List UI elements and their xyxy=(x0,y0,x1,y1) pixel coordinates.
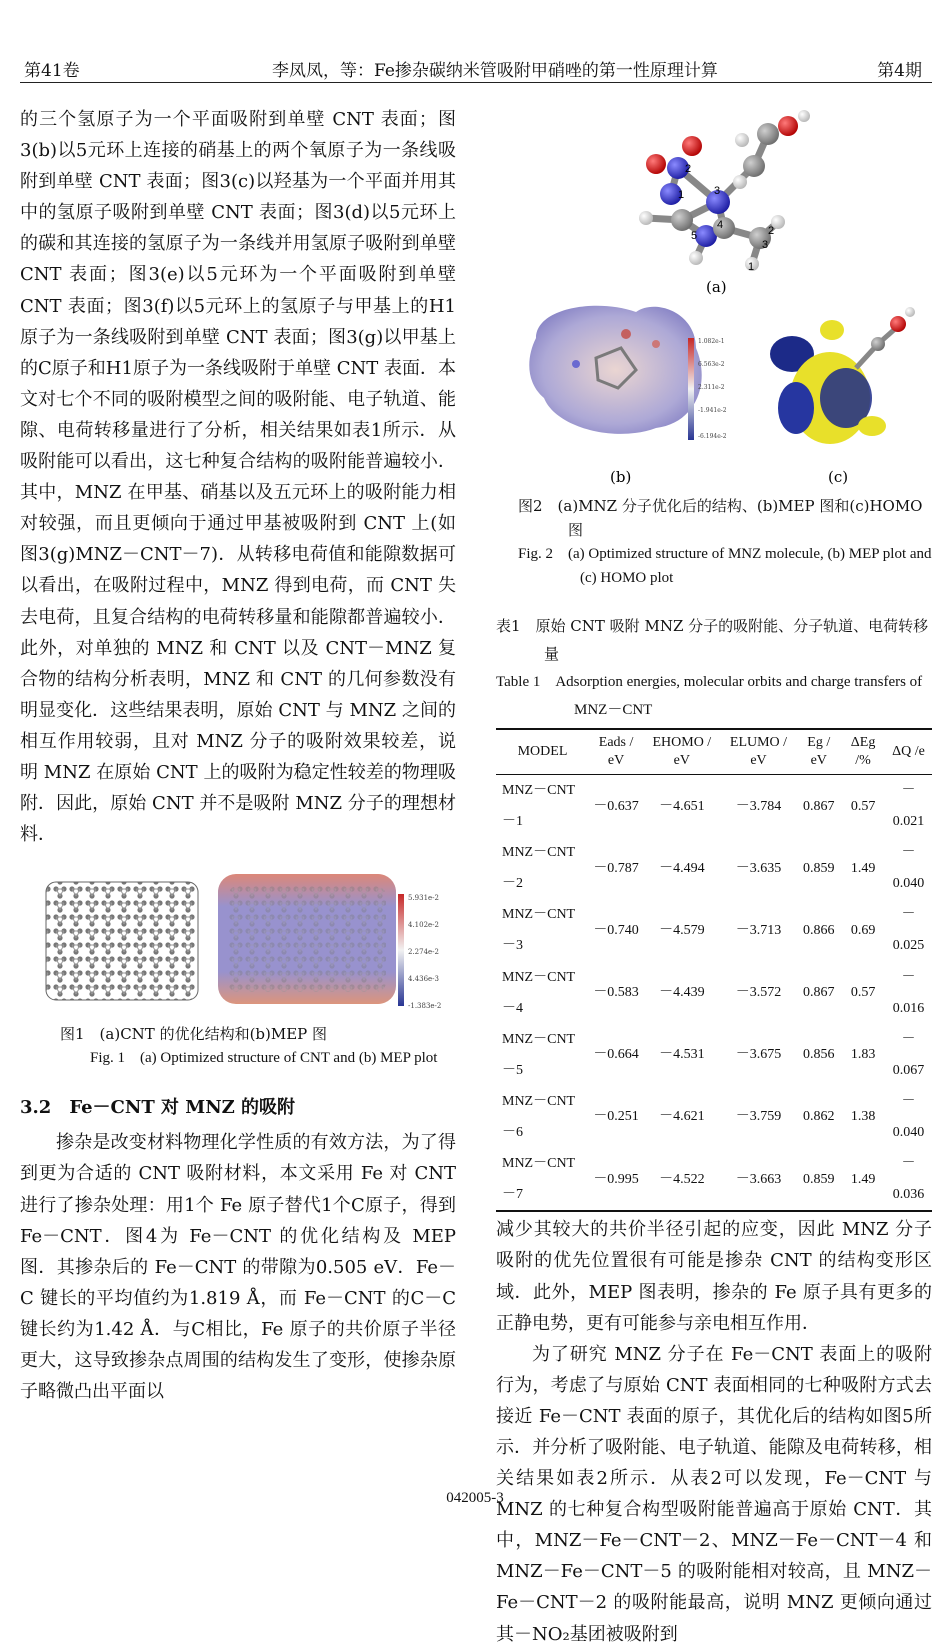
table-row xyxy=(496,837,932,899)
table-cell: 0.57 xyxy=(850,985,876,1001)
table-header-cell: MODEL xyxy=(517,744,568,759)
table-row xyxy=(496,962,932,1024)
atom-label: 3 xyxy=(762,239,769,251)
legend-tick: -1.941e-2 xyxy=(698,407,727,414)
table-1-caption-zh: 表1 原始 CNT 吸附 MNZ 分子的吸附能、分子轨道、电荷转移量 xyxy=(496,617,929,663)
mep-legend-bar xyxy=(398,894,404,1006)
right-column xyxy=(496,98,932,1650)
table-cell: 0.867 xyxy=(802,985,835,1001)
legend-tick: 1.082e-1 xyxy=(698,338,725,345)
table-cell: MNZ－CNT－4 xyxy=(502,969,576,1016)
table-cell: 0.866 xyxy=(802,922,835,938)
table-cell: MNZ－CNT－7 xyxy=(502,1156,576,1203)
figure-1-graphics xyxy=(20,872,456,1012)
table-cell: －0.021 xyxy=(892,783,925,830)
table-cell: －0.067 xyxy=(892,1031,925,1078)
table-cell: 1.38 xyxy=(850,1109,876,1125)
table-row xyxy=(496,775,932,838)
atom-label: 2 xyxy=(768,225,775,237)
table-cell: －3.784 xyxy=(735,798,782,814)
table-cell: 0.867 xyxy=(802,798,835,814)
table-cell: 0.862 xyxy=(802,1109,835,1125)
volume-label: 第41卷 xyxy=(24,61,80,81)
atom-label: 3 xyxy=(714,185,721,197)
table-cell: －0.040 xyxy=(892,1093,925,1141)
table-cell: －0.637 xyxy=(593,798,639,814)
cnt-structure xyxy=(46,882,198,1000)
legend-tick: 5.931e-2 xyxy=(408,894,440,903)
table-cell: 0.856 xyxy=(802,1047,835,1063)
table-cell: －3.713 xyxy=(735,922,782,938)
figure-2-graphics xyxy=(496,98,932,488)
table-header-cell: ELUMO / eV xyxy=(729,735,788,768)
table-cell: －0.740 xyxy=(593,922,639,938)
running-title: 李凤凤，等：Fe掺杂碳纳米管吸附甲硝唑的第一性原理计算 xyxy=(272,61,718,81)
figure-1-caption-zh: 图1 (a)CNT 的优化结构和(b)MEP 图 xyxy=(60,1025,328,1044)
legend-tick: 6.563e-2 xyxy=(698,361,725,368)
table-row xyxy=(496,1024,932,1086)
table-cell: MNZ－CNT－3 xyxy=(502,907,576,954)
table-cell: MNZ－CNT－1 xyxy=(502,783,576,830)
panel-label-c: (c) xyxy=(828,468,849,486)
table-cell: －4.579 xyxy=(659,922,705,938)
atom-label: 2 xyxy=(685,163,692,175)
table-cell: 0.859 xyxy=(802,1171,835,1187)
table-cell: －4.522 xyxy=(659,1171,705,1187)
table-header-cell: Eg / eV xyxy=(807,735,831,768)
table-cell: －4.621 xyxy=(659,1109,705,1125)
table-cell: －4.494 xyxy=(659,860,705,876)
table-cell: 0.859 xyxy=(802,860,835,876)
body-paragraph-4: 为了研究 MNZ 分子在 Fe－CNT 表面上的吸附行为，考虑了与原始 CNT 表面相同的七种吸附方式去接近 Fe－CNT 表面的原子，其优化后的结构如图5所示．并分析了吸附能、电子轨道、能隙及电荷转移，相关结果如表2所示．从表2可以发现，Fe－CNT 与 MNZ 的七种复合构型吸附能普遍高于原始 CNT．其中，MNZ－Fe－CNT－2、MNZ－Fe－CNT－4 和 MNZ－Fe－CNT－5 的吸附能相对较高，且 MNZ－Fe－CNT－2 的吸附能最高，说明 MNZ 更倾向通过其－NO₂基团被吸附到 xyxy=(496,1343,932,1645)
table-cell: 1.49 xyxy=(850,1171,876,1187)
table-cell: －3.759 xyxy=(735,1109,782,1125)
body-paragraph-1: 的三个氢原子为一个平面吸附到单壁 CNT 表面；图3(b)以5元环上连接的硝基上的两个氧原子为一条线吸附到单壁 CNT 表面；图3(c)以羟基为一个平面并用其中的氢原子吸附到单壁 CNT 表面；图3(d)以5元环上的碳和其连接的氢原子为一条线并用氢原子吸附到单壁 CNT 表面；图3(e)以5元环为一个平面吸附到单壁 CNT 表面；图3(f)以5元环上的氢原子与甲基上的H1原子为一条线吸附到单壁 CNT 表面；图3(g)以甲基上的C原子和H1原子为一条线吸附于单壁 CNT 表面．本文对七个不同的吸附模型之间的吸附能、电子轨道、能隙、电荷转移量进行了分析，相关结果如表1所示．从吸附能可以看出，这七种复合结构的吸附能普遍较小．其中，MNZ 在甲基、硝基以及五元环上的吸附能力相对较强，而且更倾向于通过甲基被吸附到 CNT 上(如图3(g)MNZ－CNT－7)．从转移电荷值和能隙数据可以看出，在吸附过程中，MNZ 得到电荷，而 CNT 失去电荷，且复合结构的电荷转移量和能隙都普遍较小．此外，对单独的 MNZ 和 CNT 以及 CNT－MNZ 复合物的结构分析表明，MNZ 和 CNT 的几何参数没有明显变化．这些结果表明，原始 CNT 与 MNZ 之间的相互作用较弱，且对 MNZ 分子的吸附效果较差，说明 MNZ 在原始 CNT 上的吸附为稳定性较差的物理吸附．因此，原始 CNT 并不是吸附 MNZ 分子的理想材料． xyxy=(20,109,456,846)
legend-tick: 4.436e-3 xyxy=(408,975,440,984)
table-1-caption-en: Table 1 Adsorption energies, molecular orbits and charge transfers of MNZ－CNT xyxy=(496,674,923,718)
table-header-row xyxy=(496,729,932,775)
table-row xyxy=(496,899,932,961)
figure-2 xyxy=(496,98,932,488)
figure-2-caption xyxy=(496,494,932,590)
mep-legend-bar xyxy=(688,338,694,440)
table-cell: －3.635 xyxy=(735,860,782,876)
figure-2-caption-zh: 图2 (a)MNZ 分子优化后的结构、(b)MEP 图和(c)HOMO 图 xyxy=(518,497,923,539)
figure-1-caption-en: Fig. 1 (a) Optimized structure of CNT and (b) MEP plot xyxy=(90,1050,438,1067)
table-cell: －0.036 xyxy=(892,1156,925,1203)
table-1 xyxy=(496,728,932,1212)
legend-tick: -6.194e-2 xyxy=(698,433,727,440)
table-cell: 1.83 xyxy=(850,1047,876,1063)
running-header xyxy=(20,52,932,83)
table-cell: －0.583 xyxy=(593,985,639,1001)
table-row xyxy=(496,1148,932,1211)
table-cell: MNZ－CNT－5 xyxy=(502,1031,576,1078)
table-row xyxy=(496,1086,932,1148)
issue-label: 第4期 xyxy=(877,61,922,81)
atom-label: 4 xyxy=(717,219,724,231)
table-cell: MNZ－CNT－2 xyxy=(502,845,576,892)
table-cell: －0.664 xyxy=(593,1047,639,1063)
table-cell: －0.025 xyxy=(892,907,925,954)
table-cell: －3.663 xyxy=(735,1171,782,1187)
table-cell: －4.651 xyxy=(659,798,705,814)
table-header-cell: ΔEg /% xyxy=(850,735,876,768)
table-cell: 0.69 xyxy=(850,922,876,938)
table-cell: －3.572 xyxy=(735,985,782,1001)
figure-1 xyxy=(20,872,456,1012)
left-column xyxy=(20,104,456,1407)
table-cell: －3.675 xyxy=(735,1047,782,1063)
legend-tick: 2.311e-2 xyxy=(698,384,725,391)
table-cell: MNZ－CNT－6 xyxy=(502,1093,576,1141)
panel-label-a: (a) xyxy=(706,278,727,296)
legend-tick: 2.274e-2 xyxy=(408,948,440,957)
body-paragraph-3: 减少其较大的共价半径引起的应变，因此 MNZ 分子吸附的优先位置很有可能是掺杂 CNT 的结构变形区域．此外，MEP 图表明，掺杂的 Fe 原子具有更多的正静电势，更有可能参与亲电相互作用． xyxy=(496,1219,932,1334)
figure-2-caption-en: Fig. 2 (a) Optimized structure of MNZ molecule, (b) MEP plot and (c) HOMO plot xyxy=(518,546,932,586)
table-cell: －0.787 xyxy=(593,860,639,876)
table-cell: －0.016 xyxy=(892,969,925,1016)
legend-tick: 4.102e-2 xyxy=(408,921,440,930)
panel-label-b: (b) xyxy=(610,468,632,486)
table-cell: 0.57 xyxy=(850,798,876,814)
table-1-body xyxy=(496,775,932,1212)
mnz-homo-plot xyxy=(770,307,915,444)
table-cell: －0.995 xyxy=(593,1171,639,1187)
table-cell: －4.439 xyxy=(659,985,705,1001)
table-header-cell: EHOMO / eV xyxy=(652,735,712,768)
table-header-cell: ΔQ /e xyxy=(892,744,925,759)
section-heading-3-2: 3.2 Fe－CNT 对 MNZ 的吸附 xyxy=(20,1097,296,1119)
atom-label: 1 xyxy=(678,189,685,201)
legend-tick: -1.383e-2 xyxy=(408,1002,442,1011)
body-paragraph-2: 掺杂是改变材料物理化学性质的有效方法，为了得到更为合适的 CNT 吸附材料，本文采用 Fe 对 CNT 进行了掺杂处理：用1个 Fe 原子替代1个C原子，得到 Fe－CNT．图4为 Fe－CNT 的优化结构及 MEP 图．其掺杂后的 Fe－CNT 的带隙为0.505 eV．Fe－C 键长的平均值约为1.819 Å，而 Fe－CNT 的C－C 键长约为1.42 Å．与C相比，Fe 原子的共价原子半径更大，这导致掺杂点周围的结构发生了变形，使掺杂原子略微凸出平面以 xyxy=(20,1132,456,1403)
table-1-caption xyxy=(496,612,932,724)
table-cell: －4.531 xyxy=(659,1047,705,1063)
figure-1-caption xyxy=(20,1022,456,1070)
table-header-cell: Eads / eV xyxy=(598,735,634,768)
table-cell: －0.040 xyxy=(892,845,925,892)
table-cell: 1.49 xyxy=(850,860,876,876)
atom-label: 5 xyxy=(691,230,698,242)
mnz-mep-plot xyxy=(529,306,701,434)
atom-label: 1 xyxy=(748,261,755,273)
table-cell: －0.251 xyxy=(593,1109,639,1125)
page-number: 042005-3 xyxy=(446,1490,504,1506)
